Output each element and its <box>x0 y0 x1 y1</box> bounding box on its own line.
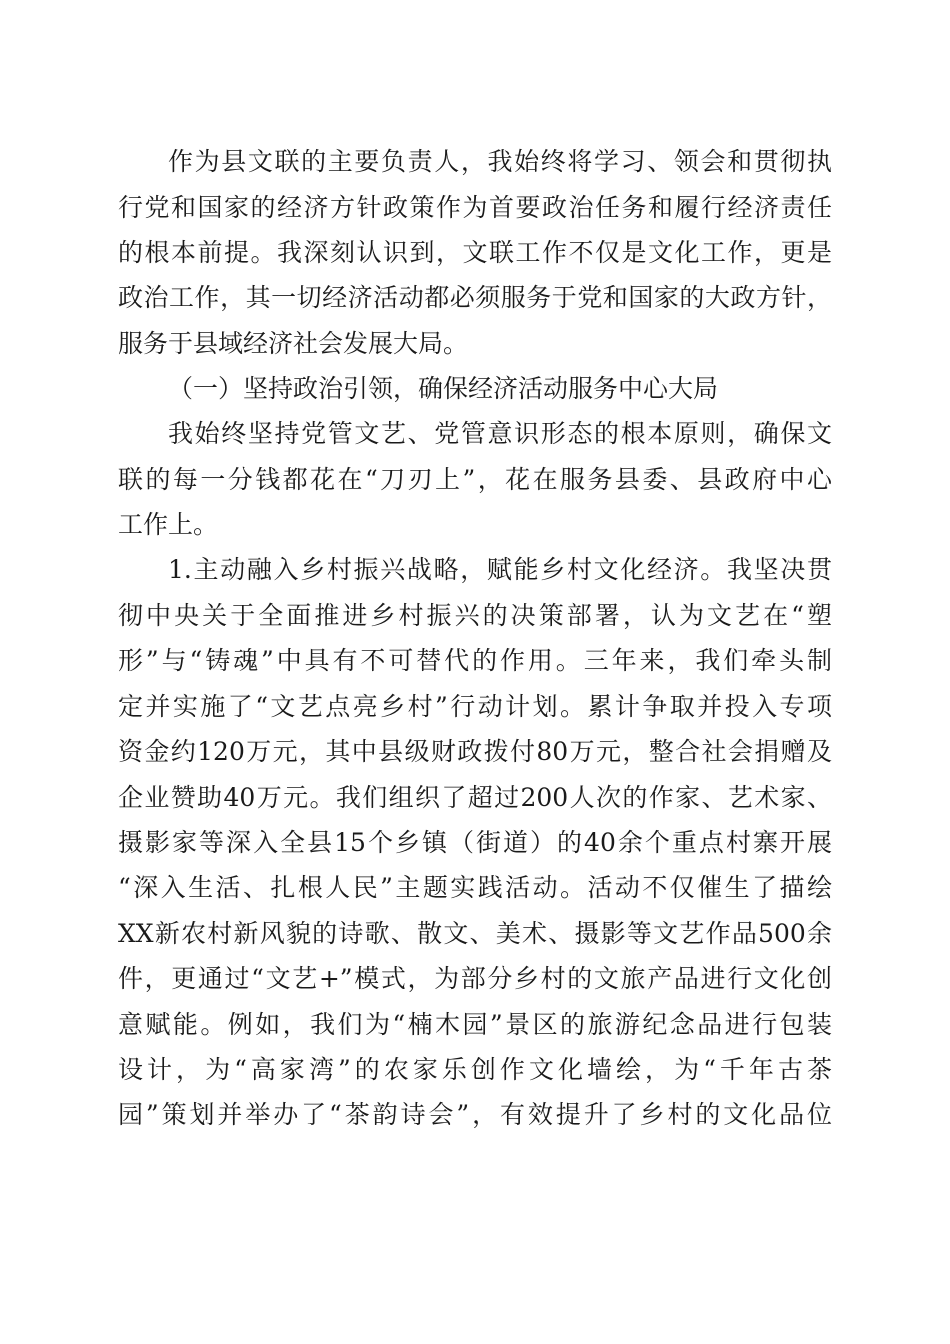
paragraph-3-line-2: 彻中央关于全面推进乡村振兴的决策部署，认为文艺在“塑 <box>118 601 832 630</box>
paragraph-3-line-10: 件，更通过“文艺+”模式，为部分乡村的文旅产品进行文化创 <box>118 964 832 993</box>
paragraph-1-line-3: 的根本前提。我深刻认识到，文联工作不仅是文化工作，更是 <box>118 238 832 267</box>
paragraph-1-line-5: 服务于县域经济社会发展大局。 <box>118 329 469 358</box>
paragraph-1-line-4: 政治工作，其一切经济活动都必须服务于党和国家的大政方针， <box>118 283 832 312</box>
paragraph-2-line-2: 联的每一分钱都花在“刀刃上”，花在服务县委、县政府中心 <box>118 465 832 494</box>
section-heading: （一）坚持政治引领，确保经济活动服务中心大局 <box>168 374 719 403</box>
paragraph-1-line-1: 作为县文联的主要负责人，我始终将学习、领会和贯彻执 <box>168 147 832 176</box>
paragraph-3-line-8: “深入生活、扎根人民”主题实践活动。活动不仅催生了描绘 <box>118 873 832 902</box>
paragraph-3-line-4: 定并实施了“文艺点亮乡村”行动计划。累计争取并投入专项 <box>118 692 832 721</box>
paragraph-2-line-1: 我始终坚持党管文艺、党管意识形态的根本原则，确保文 <box>168 419 832 448</box>
paragraph-3-line-6: 企业赞助40万元。我们组织了超过200人次的作家、艺术家、 <box>118 783 832 812</box>
paragraph-3-line-9: XX新农村新风貌的诗歌、散文、美术、摄影等文艺作品500余 <box>118 919 832 948</box>
paragraph-2-line-3: 工作上。 <box>118 510 219 539</box>
paragraph-3-line-5: 资金约120万元，其中县级财政拨付80万元，整合社会捐赠及 <box>118 737 832 766</box>
paragraph-3-line-11: 意赋能。例如，我们为“楠木园”景区的旅游纪念品进行包装 <box>118 1010 832 1039</box>
paragraph-3-line-7: 摄影家等深入全县15个乡镇（街道）的40余个重点村寨开展 <box>118 828 832 857</box>
paragraph-3-line-3: 形”与“铸魂”中具有不可替代的作用。三年来，我们牵头制 <box>118 646 832 675</box>
paragraph-3-line-12: 设计，为“高家湾”的农家乐创作文化墙绘，为“千年古茶 <box>118 1055 832 1084</box>
paragraph-3-line-13: 园”策划并举办了“茶韵诗会”，有效提升了乡村的文化品位 <box>118 1100 832 1129</box>
paragraph-1-line-2: 行党和国家的经济方针政策作为首要政治任务和履行经济责任 <box>118 193 832 222</box>
paragraph-3-line-1: 1.主动融入乡村振兴战略，赋能乡村文化经济。我坚决贯 <box>168 555 832 584</box>
